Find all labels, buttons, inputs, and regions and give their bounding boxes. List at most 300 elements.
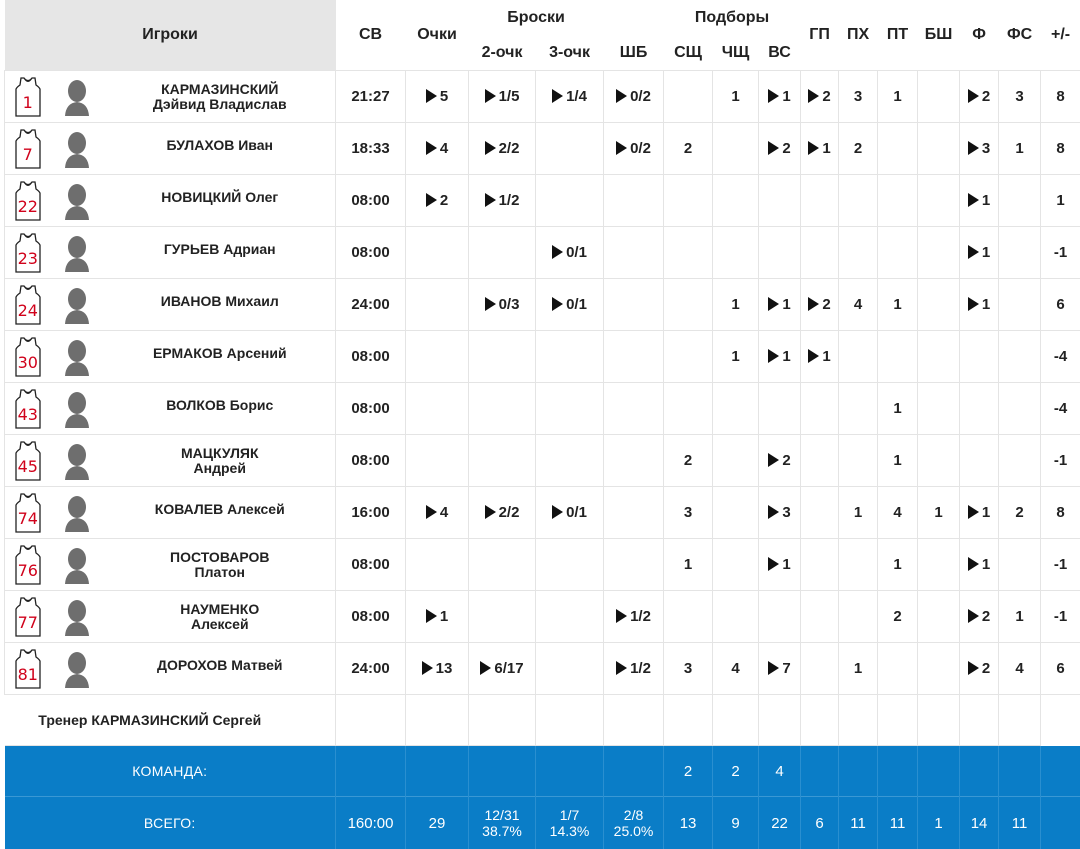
player-row[interactable] bbox=[5, 71, 1080, 123]
player-name[interactable] bbox=[105, 279, 336, 331]
stat-minutes bbox=[336, 643, 406, 695]
stat-assists[interactable] bbox=[801, 71, 839, 123]
stat-value: 08:00 bbox=[351, 608, 389, 625]
triangle-right-icon[interactable] bbox=[808, 297, 819, 311]
stat-value: 1 bbox=[822, 348, 830, 365]
triangle-right-icon[interactable] bbox=[485, 89, 496, 103]
header-points[interactable]: Очки bbox=[406, 0, 469, 71]
triangle-right-icon[interactable] bbox=[485, 505, 496, 519]
stat-fouls-drawn bbox=[999, 331, 1041, 383]
stat-reb-total[interactable] bbox=[759, 279, 801, 331]
triangle-right-icon[interactable] bbox=[968, 661, 979, 675]
stat-value: 6 bbox=[1056, 660, 1064, 677]
stat-minutes bbox=[336, 123, 406, 175]
player-name-line1[interactable]: ДОРОХОВ Матвей bbox=[105, 658, 336, 673]
stat-minutes bbox=[336, 71, 406, 123]
stat-assists bbox=[801, 435, 839, 487]
player-silhouette-icon[interactable] bbox=[64, 78, 88, 116]
stat-value: 1 bbox=[893, 88, 901, 105]
stat-blocks bbox=[918, 487, 960, 539]
triangle-right-icon[interactable] bbox=[485, 297, 496, 311]
stat-two-point bbox=[469, 539, 536, 591]
stat-value: 2 bbox=[982, 88, 990, 105]
players-body bbox=[5, 71, 1080, 695]
header-fouls-drawn[interactable]: ФС bbox=[999, 0, 1041, 71]
stat-value: 24:00 bbox=[351, 296, 389, 313]
stat-turnovers bbox=[878, 643, 918, 695]
player-silhouette-icon[interactable] bbox=[64, 442, 88, 480]
stat-value: 08:00 bbox=[351, 452, 389, 469]
header-three-point[interactable]: 3-очк bbox=[536, 35, 604, 71]
stat-reb-def bbox=[664, 279, 713, 331]
coach-row bbox=[5, 695, 1080, 746]
jersey-number: 22 bbox=[13, 197, 43, 216]
header-assists[interactable]: ГП bbox=[801, 0, 839, 71]
stat-value: 1 bbox=[731, 88, 739, 105]
player-row[interactable] bbox=[5, 279, 1080, 331]
stat-value: 0/1 bbox=[566, 504, 587, 521]
triangle-right-icon[interactable] bbox=[426, 89, 437, 103]
stat-blocks bbox=[918, 71, 960, 123]
player-name[interactable] bbox=[105, 331, 336, 383]
jersey-cell bbox=[5, 539, 47, 591]
stat-reb-total[interactable] bbox=[759, 487, 801, 539]
stat-value: 2 bbox=[893, 608, 901, 625]
jersey-icon bbox=[13, 492, 43, 534]
jersey-number: 74 bbox=[13, 509, 43, 528]
stat-three-point bbox=[536, 435, 604, 487]
stat-reb-off bbox=[713, 643, 759, 695]
player-silhouette-icon[interactable] bbox=[64, 494, 88, 532]
stat-reb-def bbox=[664, 591, 713, 643]
stat-value: 24:00 bbox=[351, 660, 389, 677]
player-row[interactable] bbox=[5, 539, 1080, 591]
header-free-throws[interactable]: ШБ bbox=[604, 35, 664, 71]
triangle-right-icon[interactable] bbox=[808, 89, 819, 103]
stat-assists bbox=[801, 643, 839, 695]
jersey-cell bbox=[5, 435, 47, 487]
player-row[interactable] bbox=[5, 123, 1080, 175]
jersey-cell bbox=[5, 227, 47, 279]
stat-free-throws[interactable] bbox=[604, 591, 664, 643]
triangle-right-icon[interactable] bbox=[768, 661, 779, 675]
jersey-cell bbox=[5, 487, 47, 539]
triangle-right-icon[interactable] bbox=[485, 141, 496, 155]
triangle-right-icon[interactable] bbox=[480, 661, 491, 675]
jersey-icon bbox=[13, 336, 43, 378]
header-rebounds-group: Подборы bbox=[664, 0, 801, 35]
stat-assists bbox=[801, 487, 839, 539]
stat-three-point bbox=[536, 591, 604, 643]
stat-assists[interactable] bbox=[801, 331, 839, 383]
stat-reb-total[interactable] bbox=[759, 331, 801, 383]
stat-reb-total[interactable] bbox=[759, 643, 801, 695]
stat-reb-total[interactable] bbox=[759, 539, 801, 591]
stat-two-point[interactable] bbox=[469, 279, 536, 331]
stat-two-point[interactable] bbox=[469, 123, 536, 175]
total-plus-minus bbox=[1041, 797, 1080, 849]
stat-reb-def bbox=[664, 71, 713, 123]
header-steals[interactable]: ПХ bbox=[839, 0, 878, 71]
header-minutes[interactable]: СВ bbox=[336, 0, 406, 71]
stat-three-point[interactable] bbox=[536, 227, 604, 279]
total-minutes: 160:00 bbox=[336, 797, 406, 849]
stat-value: 4 bbox=[893, 504, 901, 521]
jersey-icon bbox=[13, 440, 43, 482]
stat-value: 08:00 bbox=[351, 556, 389, 573]
triangle-right-icon[interactable] bbox=[968, 609, 979, 623]
triangle-right-icon[interactable] bbox=[616, 609, 627, 623]
jersey-icon bbox=[13, 232, 43, 274]
triangle-right-icon[interactable] bbox=[768, 453, 779, 467]
stat-points bbox=[406, 539, 469, 591]
stat-points[interactable] bbox=[406, 643, 469, 695]
header-two-point[interactable]: 2-очк bbox=[469, 35, 536, 71]
stat-assists bbox=[801, 383, 839, 435]
avatar-cell bbox=[47, 71, 105, 123]
jersey-cell bbox=[5, 383, 47, 435]
stat-value: 8 bbox=[1056, 140, 1064, 157]
header-fouls[interactable]: Ф bbox=[960, 0, 999, 71]
stat-minutes bbox=[336, 435, 406, 487]
triangle-right-icon[interactable] bbox=[552, 505, 563, 519]
stat-reb-total[interactable] bbox=[759, 71, 801, 123]
triangle-right-icon[interactable] bbox=[968, 245, 979, 259]
stat-minutes bbox=[336, 331, 406, 383]
header-reb-off[interactable]: ЧЩ bbox=[713, 35, 759, 71]
triangle-right-icon[interactable] bbox=[968, 141, 979, 155]
jersey-cell bbox=[5, 643, 47, 695]
stat-free-throws[interactable] bbox=[604, 71, 664, 123]
avatar-cell bbox=[47, 279, 105, 331]
stat-fouls[interactable] bbox=[960, 175, 999, 227]
stat-value: 2 bbox=[854, 140, 862, 157]
player-name[interactable] bbox=[105, 591, 336, 643]
stat-fouls[interactable] bbox=[960, 487, 999, 539]
triangle-right-icon[interactable] bbox=[808, 141, 819, 155]
stat-value: 1 bbox=[822, 140, 830, 157]
total-two-point bbox=[469, 797, 536, 849]
stat-free-throws[interactable] bbox=[604, 643, 664, 695]
player-silhouette-icon[interactable] bbox=[64, 338, 88, 376]
jersey-number: 81 bbox=[13, 665, 43, 684]
stat-turnovers bbox=[878, 279, 918, 331]
triangle-right-icon[interactable] bbox=[968, 193, 979, 207]
player-name-line1[interactable]: БУЛАХОВ Иван bbox=[105, 138, 336, 153]
stat-value: 13 bbox=[436, 660, 453, 677]
triangle-right-icon[interactable] bbox=[426, 193, 437, 207]
player-silhouette-icon[interactable] bbox=[64, 390, 88, 428]
total-reb-def: 13 bbox=[664, 797, 713, 849]
player-name-line1[interactable]: НАУМЕНКО bbox=[105, 602, 336, 617]
stat-reb-def bbox=[664, 435, 713, 487]
triangle-right-icon[interactable] bbox=[968, 505, 979, 519]
stat-reb-off bbox=[713, 123, 759, 175]
stat-value: 0/2 bbox=[630, 140, 651, 157]
stat-turnovers bbox=[878, 383, 918, 435]
stat-value: -4 bbox=[1054, 348, 1067, 365]
stat-value: 3 bbox=[1015, 88, 1023, 105]
player-silhouette-icon[interactable] bbox=[64, 234, 88, 272]
stat-turnovers bbox=[878, 591, 918, 643]
stat-plus-minus bbox=[1041, 175, 1080, 227]
stat-value: 1 bbox=[982, 192, 990, 209]
stat-reb-total[interactable] bbox=[759, 435, 801, 487]
triangle-right-icon[interactable] bbox=[768, 89, 779, 103]
player-row[interactable] bbox=[5, 643, 1080, 695]
stat-three-point[interactable] bbox=[536, 279, 604, 331]
triangle-right-icon[interactable] bbox=[768, 557, 779, 571]
jersey-number: 1 bbox=[13, 93, 43, 112]
team-label: КОМАНДА: bbox=[5, 746, 336, 797]
triangle-right-icon[interactable] bbox=[768, 505, 779, 519]
stat-steals bbox=[839, 71, 878, 123]
stat-value: 1 bbox=[684, 556, 692, 573]
player-name[interactable] bbox=[105, 71, 336, 123]
stat-blocks bbox=[918, 383, 960, 435]
player-name-line1[interactable]: МАЦКУЛЯК bbox=[105, 446, 336, 461]
stat-value: 21:27 bbox=[351, 88, 389, 105]
stat-fouls[interactable] bbox=[960, 123, 999, 175]
player-name-line1[interactable]: НОВИЦКИЙ Олег bbox=[105, 190, 336, 205]
stat-blocks bbox=[918, 123, 960, 175]
stat-three-point bbox=[536, 123, 604, 175]
stat-value: 1 bbox=[854, 660, 862, 677]
triangle-right-icon[interactable] bbox=[968, 297, 979, 311]
player-name-line1[interactable]: КОВАЛЕВ Алексей bbox=[105, 502, 336, 517]
player-silhouette-icon[interactable] bbox=[64, 546, 88, 584]
avatar-cell bbox=[47, 435, 105, 487]
stat-value: 1 bbox=[440, 608, 448, 625]
player-name-line1[interactable]: ГУРЬЕВ Адриан bbox=[105, 242, 336, 257]
stat-steals bbox=[839, 175, 878, 227]
stat-reb-total bbox=[759, 591, 801, 643]
triangle-right-icon[interactable] bbox=[426, 609, 437, 623]
player-silhouette-icon[interactable] bbox=[64, 598, 88, 636]
stat-reb-def bbox=[664, 383, 713, 435]
stat-points[interactable] bbox=[406, 175, 469, 227]
avatar-cell bbox=[47, 227, 105, 279]
triangle-right-icon[interactable] bbox=[968, 89, 979, 103]
stat-fouls-drawn bbox=[999, 175, 1041, 227]
stat-minutes bbox=[336, 591, 406, 643]
stat-points bbox=[406, 331, 469, 383]
player-silhouette-icon[interactable] bbox=[64, 286, 88, 324]
stat-plus-minus bbox=[1041, 539, 1080, 591]
triangle-right-icon[interactable] bbox=[426, 141, 437, 155]
avatar-cell bbox=[47, 175, 105, 227]
triangle-right-icon[interactable] bbox=[485, 193, 496, 207]
stat-fouls[interactable] bbox=[960, 279, 999, 331]
player-row[interactable] bbox=[5, 175, 1080, 227]
stat-two-point[interactable] bbox=[469, 643, 536, 695]
stat-two-point[interactable] bbox=[469, 71, 536, 123]
stat-fouls[interactable] bbox=[960, 227, 999, 279]
stat-value: -1 bbox=[1054, 556, 1067, 573]
player-silhouette-icon[interactable] bbox=[64, 182, 88, 220]
player-name-line1[interactable]: ИВАНОВ Михаил bbox=[105, 294, 336, 309]
header-reb-total[interactable]: ВС bbox=[759, 35, 801, 71]
stat-turnovers bbox=[878, 175, 918, 227]
triangle-right-icon[interactable] bbox=[616, 89, 627, 103]
team-reb-def: 2 bbox=[664, 746, 713, 797]
stat-value: 1 bbox=[982, 244, 990, 261]
header-players[interactable]: Игроки bbox=[5, 0, 336, 71]
player-name[interactable] bbox=[105, 123, 336, 175]
stat-reb-def bbox=[664, 487, 713, 539]
jersey-number: 24 bbox=[13, 301, 43, 320]
stat-value: 18:33 bbox=[351, 140, 389, 157]
stat-value: 2 bbox=[982, 660, 990, 677]
stat-value: 0/1 bbox=[566, 244, 587, 261]
triangle-right-icon[interactable] bbox=[768, 297, 779, 311]
triangle-right-icon[interactable] bbox=[552, 297, 563, 311]
stat-value: 2 bbox=[822, 296, 830, 313]
player-row[interactable] bbox=[5, 331, 1080, 383]
stat-value: 1 bbox=[782, 88, 790, 105]
stat-steals bbox=[839, 435, 878, 487]
total-three-point-made: 1/7 bbox=[560, 807, 579, 823]
stat-value: 2 bbox=[782, 452, 790, 469]
stat-fouls[interactable] bbox=[960, 591, 999, 643]
stat-value: 3 bbox=[982, 140, 990, 157]
player-name-line1[interactable]: ВОЛКОВ Борис bbox=[105, 398, 336, 413]
triangle-right-icon[interactable] bbox=[968, 557, 979, 571]
player-name-line2[interactable]: Андрей bbox=[105, 461, 336, 476]
player-name-line2[interactable]: Алексей bbox=[105, 617, 336, 632]
stat-two-point[interactable] bbox=[469, 487, 536, 539]
header-blocks[interactable]: БШ bbox=[918, 0, 960, 71]
player-name-line1[interactable]: ЕРМАКОВ Арсений bbox=[105, 346, 336, 361]
stat-fouls[interactable] bbox=[960, 71, 999, 123]
stat-fouls[interactable] bbox=[960, 539, 999, 591]
player-name[interactable] bbox=[105, 643, 336, 695]
stat-blocks bbox=[918, 175, 960, 227]
stat-value: 2 bbox=[684, 452, 692, 469]
player-row[interactable] bbox=[5, 591, 1080, 643]
stat-two-point[interactable] bbox=[469, 175, 536, 227]
total-reb-off: 9 bbox=[713, 797, 759, 849]
player-row[interactable] bbox=[5, 435, 1080, 487]
stat-value: 1 bbox=[982, 504, 990, 521]
stat-fouls-drawn bbox=[999, 487, 1041, 539]
stat-value: -1 bbox=[1054, 452, 1067, 469]
stat-reb-def bbox=[664, 175, 713, 227]
stat-value: 16:00 bbox=[351, 504, 389, 521]
player-name-line1[interactable]: ПОСТОВАРОВ bbox=[105, 550, 336, 565]
stat-value: -4 bbox=[1054, 400, 1067, 417]
stat-two-point bbox=[469, 331, 536, 383]
stat-points[interactable] bbox=[406, 487, 469, 539]
stat-turnovers bbox=[878, 331, 918, 383]
total-three-point-pct: 14.3% bbox=[550, 823, 590, 839]
stat-reb-off bbox=[713, 71, 759, 123]
player-name[interactable] bbox=[105, 175, 336, 227]
stat-points bbox=[406, 279, 469, 331]
stat-three-point[interactable] bbox=[536, 487, 604, 539]
team-reb-off: 2 bbox=[713, 746, 759, 797]
stat-points[interactable] bbox=[406, 591, 469, 643]
team-reb-total: 4 bbox=[759, 746, 801, 797]
stat-value: 1 bbox=[893, 556, 901, 573]
stat-three-point bbox=[536, 643, 604, 695]
triangle-right-icon[interactable] bbox=[552, 245, 563, 259]
player-row[interactable] bbox=[5, 383, 1080, 435]
coach-name: Тренер КАРМАЗИНСКИЙ Сергей bbox=[5, 695, 336, 746]
stat-two-point bbox=[469, 591, 536, 643]
player-name[interactable] bbox=[105, 435, 336, 487]
stat-fouls[interactable] bbox=[960, 643, 999, 695]
header-plus-minus[interactable]: +/- bbox=[1041, 0, 1080, 71]
stat-value: 1 bbox=[1015, 608, 1023, 625]
stat-value: -1 bbox=[1054, 608, 1067, 625]
total-three-point bbox=[536, 797, 604, 849]
stat-value: 2 bbox=[782, 140, 790, 157]
stat-three-point bbox=[536, 175, 604, 227]
player-name-line2[interactable]: Дэйвид Владислав bbox=[105, 97, 336, 112]
stat-plus-minus bbox=[1041, 71, 1080, 123]
stat-three-point[interactable] bbox=[536, 71, 604, 123]
avatar-cell bbox=[47, 643, 105, 695]
stat-fouls-drawn bbox=[999, 435, 1041, 487]
total-free-throws bbox=[604, 797, 664, 849]
stat-reb-off bbox=[713, 331, 759, 383]
stat-value: 4 bbox=[1015, 660, 1023, 677]
stat-value: 1 bbox=[782, 348, 790, 365]
player-name[interactable] bbox=[105, 383, 336, 435]
triangle-right-icon[interactable] bbox=[616, 141, 627, 155]
stat-reb-total[interactable] bbox=[759, 123, 801, 175]
triangle-right-icon[interactable] bbox=[768, 141, 779, 155]
stat-blocks bbox=[918, 591, 960, 643]
player-name[interactable] bbox=[105, 539, 336, 591]
stat-points[interactable] bbox=[406, 71, 469, 123]
jersey-cell bbox=[5, 279, 47, 331]
player-silhouette-icon[interactable] bbox=[64, 650, 88, 688]
player-name[interactable] bbox=[105, 487, 336, 539]
boxscore-table bbox=[4, 0, 1080, 849]
stat-reb-off bbox=[713, 435, 759, 487]
stat-value: 4 bbox=[731, 660, 739, 677]
stat-value: 1 bbox=[893, 400, 901, 417]
triangle-right-icon[interactable] bbox=[552, 89, 563, 103]
avatar-cell bbox=[47, 331, 105, 383]
total-reb-total: 22 bbox=[759, 797, 801, 849]
triangle-right-icon[interactable] bbox=[768, 349, 779, 363]
stat-assists[interactable] bbox=[801, 279, 839, 331]
stat-free-throws bbox=[604, 383, 664, 435]
triangle-right-icon[interactable] bbox=[616, 661, 627, 675]
stat-reb-def bbox=[664, 643, 713, 695]
triangle-right-icon[interactable] bbox=[426, 505, 437, 519]
stat-value: 2 bbox=[982, 608, 990, 625]
header-turnovers[interactable]: ПТ bbox=[878, 0, 918, 71]
stat-assists[interactable] bbox=[801, 123, 839, 175]
player-silhouette-icon[interactable] bbox=[64, 130, 88, 168]
player-name-line1[interactable]: КАРМАЗИНСКИЙ bbox=[105, 82, 336, 97]
player-name-line2[interactable]: Платон bbox=[105, 565, 336, 580]
header-reb-def[interactable]: СЩ bbox=[664, 35, 713, 71]
player-name[interactable] bbox=[105, 227, 336, 279]
stat-points[interactable] bbox=[406, 123, 469, 175]
triangle-right-icon[interactable] bbox=[422, 661, 433, 675]
total-turnovers: 11 bbox=[878, 797, 918, 849]
stat-blocks bbox=[918, 643, 960, 695]
player-row[interactable] bbox=[5, 227, 1080, 279]
triangle-right-icon[interactable] bbox=[808, 349, 819, 363]
stat-free-throws[interactable] bbox=[604, 123, 664, 175]
player-row[interactable] bbox=[5, 487, 1080, 539]
